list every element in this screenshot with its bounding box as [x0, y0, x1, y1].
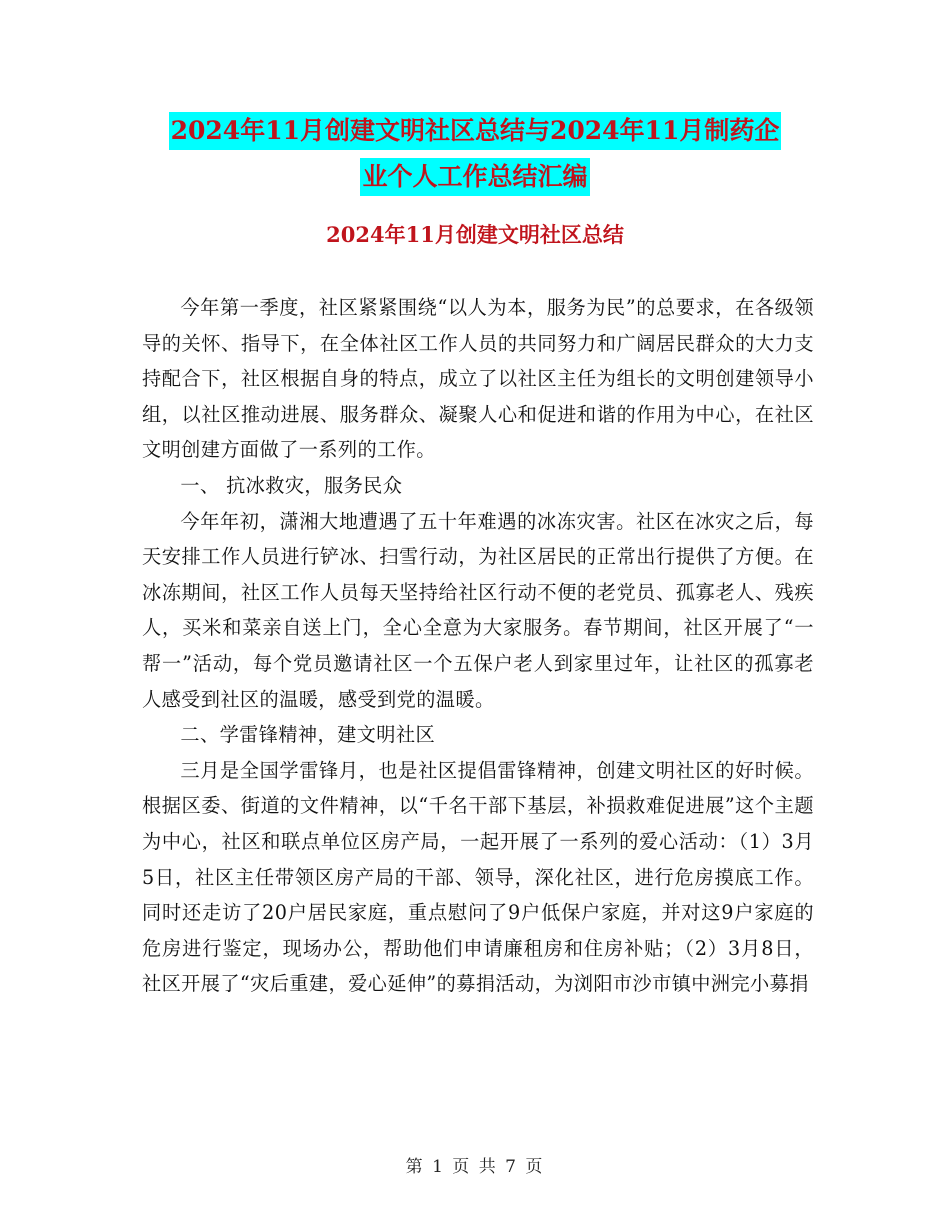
document-body [142, 290, 814, 1002]
document-title [0, 112, 950, 204]
section-2-paragraph: 三月是全国学雷锋月，也是社区提倡雷锋精神，创建文明社区的好时候。根据区委、街道的文件精神，以“千名干部下基层，补损救难促进展”这个主题为中心，社区和联点单位区房产局，一起开展了一系列的爱心活动：（1）3月5日，社区主任带领区房产局的干部、领导，深化社区，进行危房摸底工作。同时还走访了20户居民家庭，重点慰问了9户低保户家庭，并对这9户家庭的危房进行鉴定，现场办公，帮助他们申请廉租房和住房补贴；（2）3月8日，社区开展了“灾后重建，爱心延伸”的募捐活动，为浏阳市沙市镇中洲完小募捐 [142, 758, 814, 996]
intro-paragraph: 今年第一季度，社区紧紧围绕“以人为本，服务为民”的总要求，在各级领导的关怀、指导下，在全体社区工作人员的共同努力和广阔居民群众的大力支持配合下，社区根据自身的特点，成立了以社区主任为组长的文明创建领导小组，以社区推动进展、服务群众、凝聚人心和促进和谐的作用为中心，在社区文明创建方面做了一系列的工作。 [142, 296, 814, 462]
section-heading-2: 二、学雷锋精神，建文明社区 [180, 723, 436, 747]
title-line-1: 2024年11月创建文明社区总结与2024年11月制药企 [169, 112, 782, 150]
section-heading-1: 一、 抗冰救灾，服务民众 [180, 473, 403, 497]
section-subtitle: 2024年11月创建文明社区总结 [326, 222, 624, 247]
page-footer: 第 1 页 共 7 页 [405, 1157, 545, 1177]
title-line-2: 业个人工作总结汇编 [360, 158, 589, 196]
section-1-paragraph: 今年年初，潇湘大地遭遇了五十年难遇的冰冻灾害。社区在冰灾之后，每天安排工作人员进行铲冰、扫雪行动，为社区居民的正常出行提供了方便。在冰冻期间，社区工作人员每天坚持给社区行动不便的老党员、孤寡老人、残疾人，买米和菜亲自送上门，全心全意为大家服务。春节期间，社区开展了“一帮一”活动，每个党员邀请社区一个五保户老人到家里过年，让社区的孤寡老人感受到社区的温暖，感受到党的温暖。 [142, 509, 814, 711]
